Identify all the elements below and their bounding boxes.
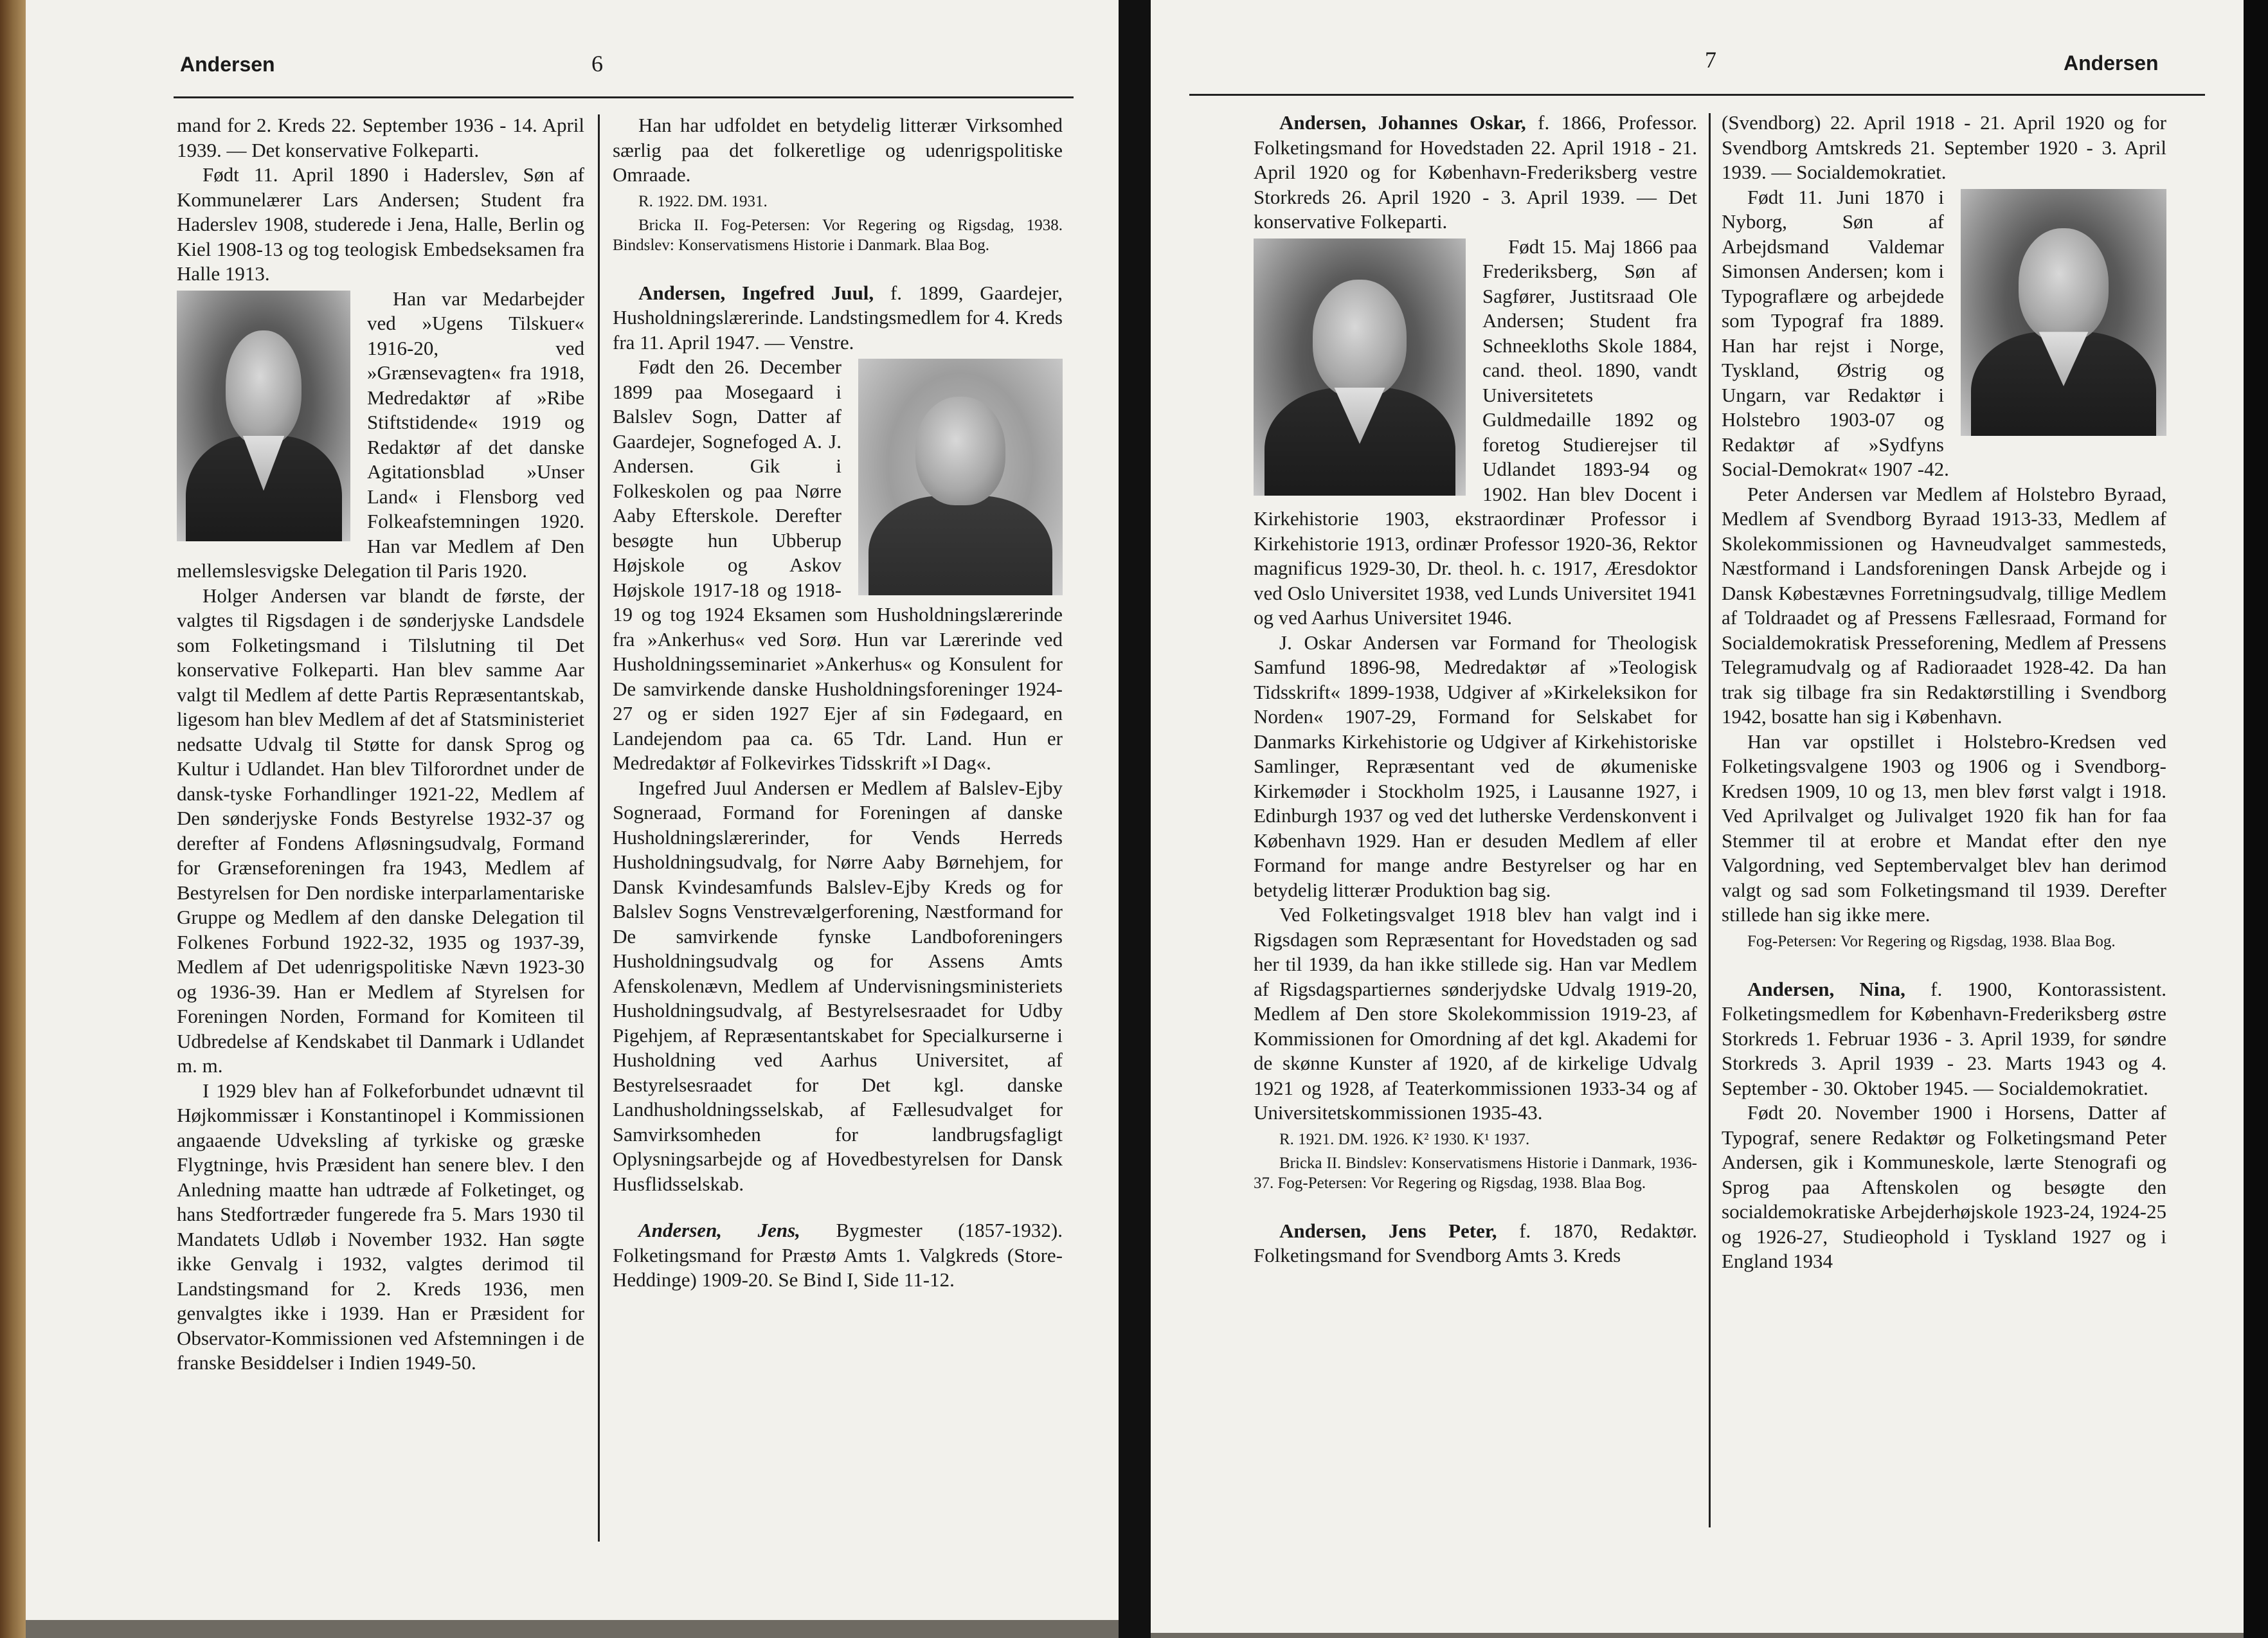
paragraph: Han var Medarbejder ved »Ugens Tilskuer« 1916-20, ved »Grænsevagten« fra 1918, Medredaktør af »Ribe Stiftstidende« 1919 og Redaktør af det danske Agitationsblad »Unser Land« i Flensborg ved Folkeafstemningen 1920. Han var Medlem af Den mellemslesvigske Delegation til Paris 1920. xyxy=(177,287,584,582)
reference: Bricka II. Bindslev: Konservatismens Historie i Danmark, 1936-37. Fog-Petersen: Vor Regering og Rigsdag, 1938. Blaa Bog. xyxy=(1254,1154,1697,1192)
paragraph: (Svendborg) 22. April 1918 - 21. April 1920 og for Svendborg Amtskreds 21. September 1920 - 3. April 1939. — Socialdemokratiet. xyxy=(1722,111,2166,183)
entry-oskar: Andersen, Johannes Oskar, f. 1866, Professor. Folketingsmand for Hovedstaden 22. April 1918 - 21. April 1920 og for København-Frederiksberg vestre Storkreds 26. April 1920 - 3. April 1939. — Det konservative Folkeparti. xyxy=(1254,111,1698,233)
book-gutter xyxy=(1119,0,1151,1638)
entry-heading: Andersen, Jens Peter, xyxy=(1279,1219,1497,1242)
paragraph xyxy=(177,163,584,287)
entry-heading: Andersen, Nina, xyxy=(1747,977,1905,1000)
portrait-photo-holger xyxy=(177,291,350,541)
paragraph: Født den 26. December 1899 paa Mosegaard i Balslev Sogn, Datter af Gaardejer, Sognefoged A. J. Andersen. Gik i Folkeskolen og paa Nørre Aaby Efterskole. Derefter besøgte hun Ubberup Højskole og Askov Højskole 1917-18 og 1918-19 og tog 1924 Eksamen som Husholdningslærerinde fra »Ankerhus« ved Sorø. Hun var Lærerinde ved Husholdningsseminariet »Ankerhus« og Konsulent for De samvirkende danske Husholdningsforeninger 1924-27 og er siden 1927 Ejer af sin Fødegaard, en Landejendom paa ca. 65 Tdr. Land. Hun er Medredaktør af Folkevirkes Tidsskrift »I Dag«. xyxy=(613,356,1063,774)
column-divider xyxy=(1709,113,1711,1527)
paragraph: mand for 2. Kreds 22. September 1936 - 14. April 1939. — Det konservative Folkeparti. xyxy=(177,114,584,161)
book-edge-left xyxy=(0,0,26,1638)
reference: R. 1922. DM. 1931. xyxy=(638,192,768,210)
running-head: Andersen xyxy=(180,53,275,76)
entry-heading: Andersen, Ingefred Juul, xyxy=(638,281,874,304)
left-column-2 xyxy=(613,113,1063,1293)
left-column-1 xyxy=(177,113,584,1376)
paragraph: Han har udfoldet en betydelig litterær Virksomhed særlig paa det folkeretlige og udenrigspolitiske Omraade. xyxy=(613,114,1063,186)
page-number: 6 xyxy=(591,51,603,76)
right-page xyxy=(1151,0,2244,1633)
text: Født 11. April 1890 i Haderslev, Søn af Kommunelærer Lars Andersen; Student fra Haderslev 1908, studerede i Jena, Halle, Berlin og Kiel 1908-13 og tog teologisk Embedseksamen fra Halle 1913. xyxy=(177,163,584,285)
page-number: 7 xyxy=(1705,47,1716,73)
reference: R. 1921. DM. 1926. K² 1930. K¹ 1937. xyxy=(1279,1130,1530,1148)
entry-heading: Andersen, Johannes Oskar, xyxy=(1279,111,1526,134)
entry-jens-peter: Andersen, Jens Peter, f. 1870, Redaktør. Folketingsmand for Svendborg Amts 3. Kreds xyxy=(1254,1219,1697,1266)
portrait-photo-oskar xyxy=(1254,239,1466,496)
book-edge-right xyxy=(2244,0,2268,1638)
paragraph: Født 20. November 1900 i Horsens, Datter af Typograf, senere Redaktør og Folketingsmand Peter Andersen, gik i Kommuneskole, lærte Stenografi og Sprog paa Aftenskolen og besøgte den socialdemokratiske Arbejderhøjskole 1923-24, 1924-25 og 1926-27, Studieophold i Tyskland 1927 og i England 1934 xyxy=(1722,1101,2166,1272)
paragraph: Født 15. Maj 1866 paa Frederiksberg, Søn af Sagfører, Justitsraad Ole Andersen; Student fra Schneekloths Skole 1884, cand. theol. 1890, vandt Universitetets Guldmedaille 1892 og foretog Studierejser til Udlandet 1893-94 og 1902. Han blev Docent i Kirkehistorie 1903, ekstraordinær Professor i Kirkehistorie 1913, ordinær Professor 1920-36, Rektor magnificus 1929-30, Dr. theol. h. c. 1917, Æresdoktor ved Oslo Universitet 1938, ved Lunds Universitet 1941 og ved Aarhus Universitet 1946. xyxy=(1254,235,1697,629)
right-column-2 xyxy=(1722,111,2166,1274)
portrait-photo-ingefred xyxy=(858,359,1063,595)
paragraph: Ved Folketingsvalget 1918 blev han valgt ind i Rigsdagen som Repræsentant for Hovedstaden og sad her til 1939, da han ikke stillede sig. Han var Medlem af Rigsdagspartiernes sønderjydske Udvalg 1919-20, Medlem af Den store Skolekommission 1919-23, af Kommissionen for Omordning af det kgl. Akademi for de skønne Kunster af 1920, af de kirkelige Udvalg 1921 og 1928, af Teaterkommissionen 1933-34 og af Universitetskommissionen 1935-43. xyxy=(1254,903,1697,1124)
portrait-photo-jens-peter xyxy=(1961,189,2166,436)
left-page xyxy=(26,0,1119,1620)
column-divider xyxy=(598,114,600,1542)
running-head: Andersen xyxy=(2064,51,2159,75)
paragraph: J. Oskar Andersen var Formand for Theologisk Samfund 1896-98, Medredaktør af »Teologisk Tidsskrift« 1899-1938, Udgiver af »Kirkeleksikon for Norden« 1907-29, Formand for Selskabet for Danmarks Kirkehistorie og Udgiver af Kirkehistoriske Samlinger, Repræsentant ved de økumeniske Kirkemøder i Stockholm 1925, i Lausanne 1927, i Edinburgh 1937 og ved det lutherske Verdenskonvent i København 1929. Han er desuden Medlem af eller Formand for mange andre Bestyrelser og har en betydelig litterær Produktion bag sig. xyxy=(1254,631,1697,901)
paragraph: Peter Andersen var Medlem af Holstebro Byraad, Medlem af Svendborg Byraad 1913-33, Medlem af Skolekommissionen og Havneudvalget sammesteds, Næstformand i Landsforeningen Dansk Arbejde og i Dansk Købestævnes Forretningsudvalg, tillige Medlem af Toldraadet og af Pressens Fællesraad, Formand for Socialdemokratisk Presseforening, Medlem af Pressens Telegramudvalg og af Radioraadet 1928-42. Da han trak sig tilbage fra sin Redaktørstilling i Svendborg 1942, bosatte han sig i København. xyxy=(1722,482,2166,728)
paragraph: Født 11. Juni 1870 i Nyborg, Søn af Arbejdsmand Valdemar Simonsen Andersen; kom i Typograflære og arbejdede som Typograf fra 1889. Han har rejst i Norge, Tyskland, Østrig og Ungarn, var Redaktør i Holstebro 1903-07 og Redaktør af »Sydfyns Social-Demokrat« 1907 -42. xyxy=(1722,185,1949,480)
entry-jens: Andersen, Jens, Bygmester (1857-1932). Folketingsmand for Præstø Amts 1. Valgkreds (Store-Heddinge) 1909-20. Se Bind I, Side 11-12. xyxy=(613,1219,1063,1291)
paragraph: I 1929 blev han af Folkeforbundet udnævnt til Højkommissær i Konstantinopel i Kommissionen angaaende Udveksling af tyrkiske og græske Flygtninge, hvis Præsident han senere blev. I den Anledning maatte han udtræde af Folketinget, og hans Stedfortræder fungerede fra 5. Mars 1930 til Mandatets Udløb i November 1932. Han søgte ikke Genvalg i 1932, valgtes derimod til Landstingsmand for 2. Kreds 1936, men genvalgtes ikke i 1939. Han er Præsident for Observator-Kommissionen ved Afstemningen i de franske Besiddelser i Indien 1949-50. xyxy=(177,1079,584,1374)
paragraph: Han var opstillet i Holstebro-Kredsen ved Folketingsvalgene 1903 og 1906 og i Svendborg-Kredsen 1909, 10 og 13, men blev først valgt i 1918. Ved Aprilvalget og Julivalget 1920 fik han for faa Stemmer til at erobre et Mandat efter den nye Valgordning, ved Septembervalget blev han derimod valgt og sad som Folketingsmand til 1939. Derefter stillede han sig ikke mere. xyxy=(1722,730,2166,926)
reference: Bricka II. Fog-Petersen: Vor Regering og Rigsdag, 1938. Bindslev: Konservatismens Historie i Danmark. Blaa Bog. xyxy=(613,216,1063,254)
entry-ingefred: Andersen, Ingefred Juul, f. 1899, Gaardejer, Husholdningslærerinde. Landstingsmedlem for 4. Kreds fra 11. April 1947. — Venstre. xyxy=(613,281,1063,354)
entry-heading: Andersen, Jens, xyxy=(638,1219,800,1241)
entry-nina: Andersen, Nina, f. 1900, Kontorassistent. Folketingsmedlem for København-Frederiksberg østre Storkreds 1. Februar 1936 - 3. April 1939, for søndre Storkreds 3. April 1939 - 23. Marts 1943 og 4. September - 30. Oktober 1945. — Socialdemokratiet. xyxy=(1722,977,2166,1099)
paragraph: Ingefred Juul Andersen er Medlem af Balslev-Ejby Sogneraad, Formand for Foreningen af danske Husholdningslærerinder, for Vends Herreds Husholdningsudvalg, for Nørre Aaby Børnehjem, for Dansk Kvindesamfunds Balslev-Ejby Kreds og for Balslev Sogns Venstrevælgerforening, Næstformand for De samvirkende fynske Landboforeningers Husholdningsudvalg og for Assens Amts Afenskolenævn, Medlem af Undervisningsministeriets Husholdningsudvalg, af Bestyrelsesraadet for Udby Pigehjem, af Repræsentantskabet for Specialkurserne i Husholdning ved Aarhus Universitet, af Bestyrelsesraadet for Det kgl. danske Landhusholdningsselskab, af Fællesudvalget for Samvirksomheden for landbrugsfagligt Oplysningsarbejde og af Hovedbestyrelsen for Dansk Husflidsselskab. xyxy=(613,776,1063,1195)
right-column-1 xyxy=(1254,111,1697,1268)
reference: Fog-Petersen: Vor Regering og Rigsdag, 1938. Blaa Bog. xyxy=(1747,932,2116,950)
header-rule xyxy=(1189,94,2205,96)
header-rule xyxy=(174,96,1074,98)
paragraph: Holger Andersen var blandt de første, der valgtes til Rigsdagen i de sønderjyske Landsdele som Folketingsmand i Tilslutning til Det konservative Folkeparti. Han blev samme Aar valgt til Medlem af dette Partis Repræsentantskab, ligesom han blev Medlem af det af Statsministeriet nedsatte Udvalg til Støtte for dansk Sprog og Kultur i Udlandet. Han blev Tilforordnet under de dansk-tyske Forhandlinger 1921-22, Medlem af Den sønderjyske Fonds Bestyrelse 1932-37 og derefter af Fondens Afløsningsudvalg, Formand for Grænseforeningen fra 1943, Medlem af Bestyrelsen for Den nordiske interparlamentariske Gruppe og Medlem af den danske Delegation til Folkenes Forbund 1922-32, 1935 og 1937-39, Medlem af Det udenrigspolitiske Nævn 1923-30 og 1936-39. Han er Medlem af Styrelsen for Foreningen Norden, Formand for Komiteen til Udbredelse af Kendskabet til Danmark i Udlandet m. m. xyxy=(177,584,584,1077)
